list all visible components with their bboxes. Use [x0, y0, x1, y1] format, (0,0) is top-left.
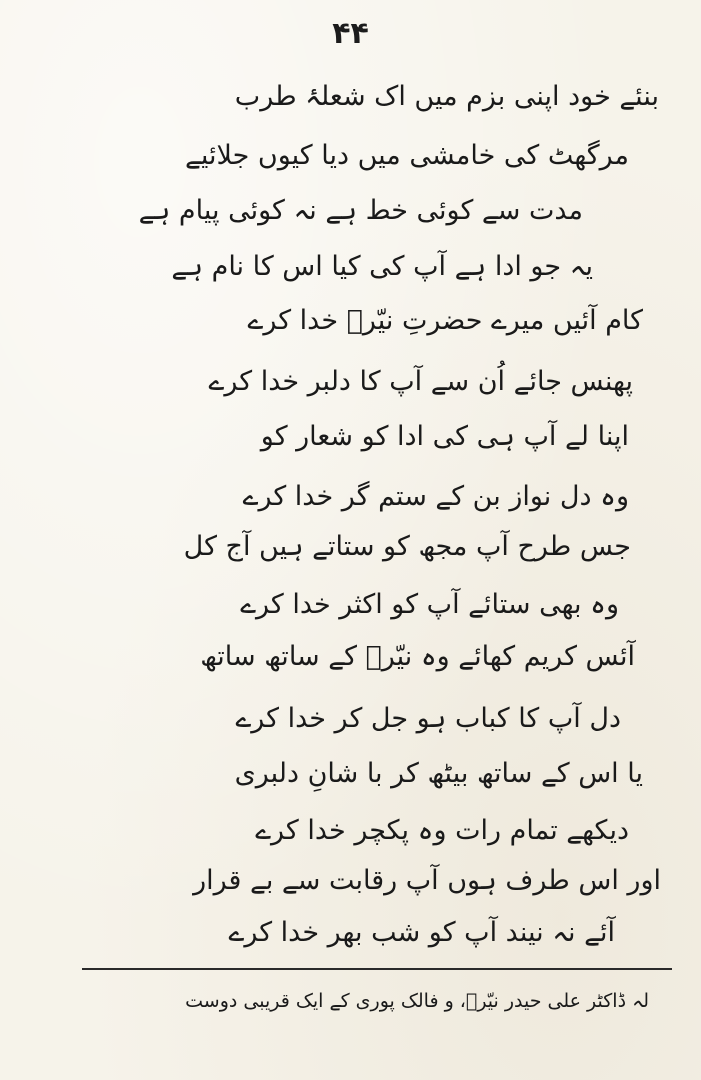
verse-line-10: وہ بھی ستائے آپ کو اکثر خدا کرے	[240, 589, 619, 620]
footnote: لہ ڈاکٹر علی حیدر نیّرؔ، و فالک پوری کے ایک قریبی دوست	[185, 990, 649, 1012]
verse-line-4: یہ جو ادا ہے آپ کی کیا اس کا نام ہے	[171, 251, 593, 282]
verse-line-3: مدت سے کوئی خط ہے نہ کوئی پیام ہے	[138, 195, 583, 226]
verse-line-8: وہ دل نواز بن کے ستم گر خدا کرے	[242, 481, 629, 512]
footnote-divider	[82, 968, 672, 970]
verse-line-15: اور اس طرف ہوں آپ رقابت سے بے قرار	[193, 865, 661, 896]
verse-line-13: یا اس کے ساتھ بیٹھ کر با شانِ دلبری	[234, 758, 643, 789]
page-number: ۴۴	[332, 16, 369, 51]
verse-line-9: جس طرح آپ مجھ کو ستاتے ہیں آج کل	[183, 531, 631, 562]
verse-line-12: دل آپ کا کباب ہو جل کر خدا کرے	[235, 703, 621, 734]
verse-line-2: مرگھٹ کی خامشی میں دیا کیوں جلائیے	[185, 140, 629, 171]
verse-line-1: بنئے خود اپنی بزم میں اک شعلۂ طرب	[234, 81, 659, 112]
verse-line-5: کام آئیں میرے حضرتِ نیّرؔ خدا کرے	[247, 305, 643, 336]
verse-line-16: آئے نہ نیند آپ کو شب بھر خدا کرے	[228, 917, 615, 948]
verse-line-7: اپنا لے آپ ہی کی ادا کو شعار کو	[260, 421, 629, 452]
verse-line-6: پھنس جائے اُن سے آپ کا دلبر خدا کرے	[208, 366, 633, 397]
verse-line-11: آئس کریم کھائے وہ نیّرؔ کے ساتھ ساتھ	[200, 641, 635, 672]
verse-line-14: دیکھے تمام رات وہ پکچر خدا کرے	[255, 815, 629, 846]
